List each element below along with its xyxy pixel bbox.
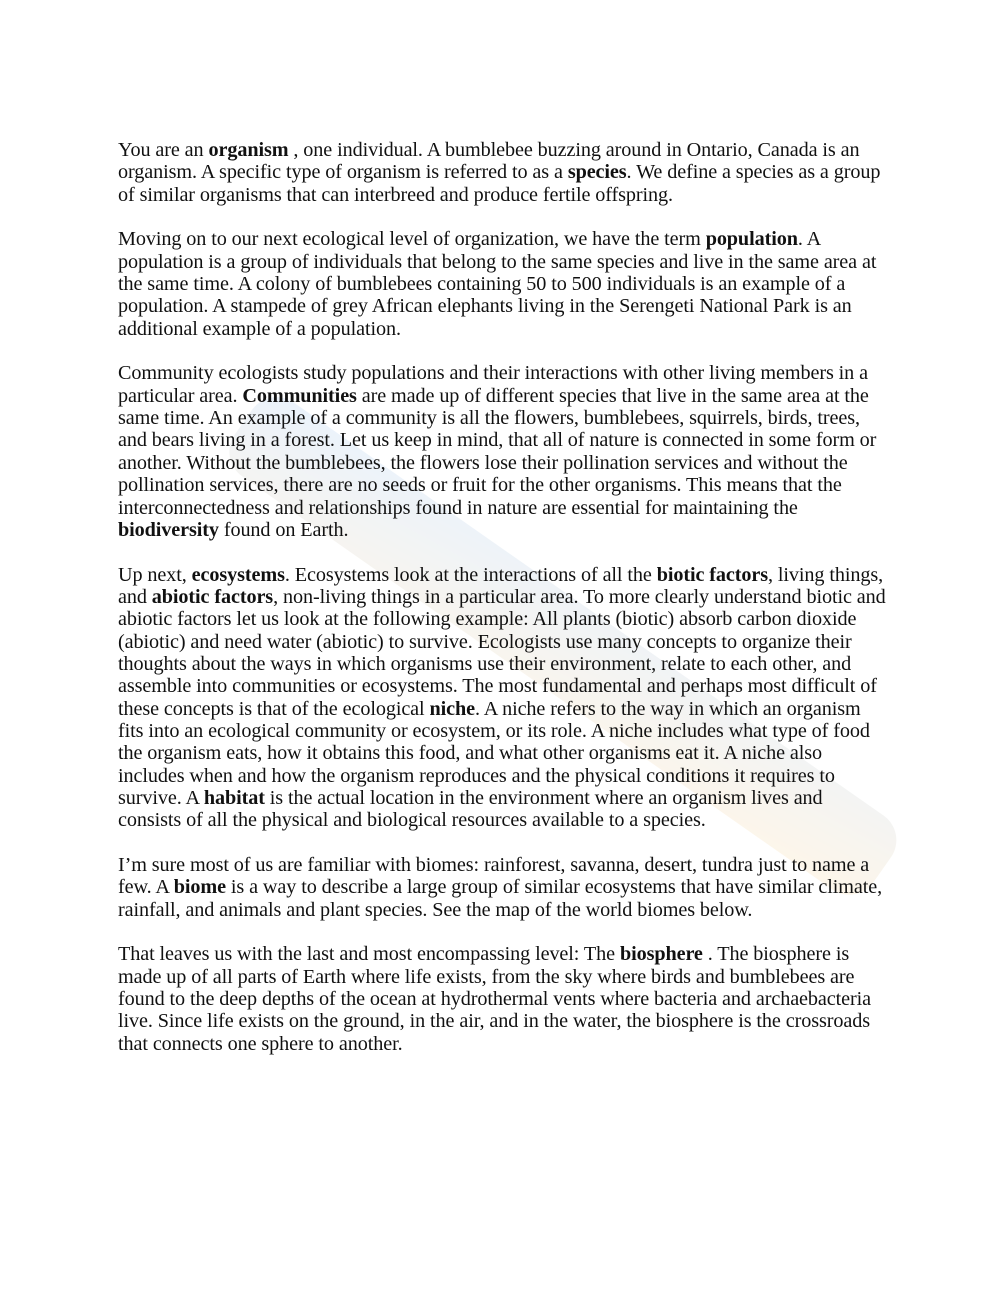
body-text: . The biosphere is made up of all parts of Earth where life exists, from the sky where birds and bumblebees are found to the deep depths of the ocean at hydrothermal vents where bacteria and archaebacteria live. Since life exists on the ground, in the air, and in the water, the biosphere is the crossroads that connects one sphere to another. xyxy=(118,943,871,1055)
key-term: organism xyxy=(208,139,289,161)
body-text: , one individual. A bumblebee buzzing around in Ontario, Canada is an organism. A specific type of organism is referred to as a xyxy=(118,139,860,184)
body-text: I’m sure most of us are familiar with biomes: rainforest, savanna, desert, tundra just to name a few. A xyxy=(118,854,870,899)
key-term: biodiversity xyxy=(118,518,219,541)
key-term: biosphere xyxy=(619,943,703,966)
body-text: , non-living things in a particular area. To more clearly understand biotic and abiotic factors let us look at the following example: All plants (biotic) absorb carbon dioxide (abiotic) and need water (abiotic) to survive. Ecologists use many concepts to organize their thoughts about the ways in which organisms use their environment, relate to each other, and assemble into communities or ecosystems. The most fundamental and perhaps most difficult of these concepts is that of the ecological xyxy=(118,585,886,720)
key-term: habitat xyxy=(203,786,265,809)
body-text: . A niche refers to the way in which an organism fits into an ecological community or ecosystem, or its role. A niche includes what type of food the organism eats, how it obtains this food, and what other organisms eat it. A niche also includes when and how the organism reproduces and the physical conditions it requires to survive. A xyxy=(118,697,870,809)
paragraph-biosphere xyxy=(118,943,886,1055)
body-text: Up next, xyxy=(118,563,192,586)
body-text: , living things, and xyxy=(118,563,884,608)
paragraph-community xyxy=(118,362,886,541)
paragraph-population xyxy=(118,228,886,340)
body-text: That leaves us with the last and most encompassing level: The xyxy=(118,943,620,966)
key-term: abiotic factors xyxy=(151,585,274,608)
body-text: . Ecosystems look at the interactions of all the xyxy=(284,563,657,586)
body-text: is the actual location in the environment where an organism lives and consists of all the physical and biological resources available to a species. xyxy=(118,786,823,832)
document-body xyxy=(118,139,886,1077)
body-text: Community ecologists study populations and their interactions with other living members in a particular area. xyxy=(118,362,868,407)
body-text: found on Earth. xyxy=(218,518,349,541)
key-term: biotic factors xyxy=(656,563,768,586)
body-text: You are an xyxy=(118,139,209,161)
key-term: population xyxy=(705,228,798,251)
body-text: are made up of different species that live in the same area at the same time. An example of a community is all the flowers, bumblebees, squirrels, birds, trees, and bears living in a forest. Let us keep in mind, that all of nature is connected in some form or another. Without the bumblebees, the flowers lose their pollination services and without the pollination services, there are no seeds or fruit for the other organisms. This means that the interconnectedness and relationships found in nature are essential for maintaining the xyxy=(118,384,877,519)
key-term: species xyxy=(567,161,627,184)
paragraph-organism xyxy=(118,139,886,206)
body-text: is a way to describe a large group of similar ecosystems that have similar climate, rainfall, and animals and plant species. See the map of the world biomes below. xyxy=(118,876,883,921)
body-text: Moving on to our next ecological level of organization, we have the term xyxy=(118,228,706,251)
key-term: niche xyxy=(429,697,475,720)
key-term: ecosystems xyxy=(191,563,285,586)
paragraph-biome xyxy=(118,854,886,921)
body-text: . We define a species as a group of similar organisms that can interbreed and produce fertile offspring. xyxy=(118,161,881,206)
key-term: biome xyxy=(173,876,226,899)
key-term: Communities xyxy=(242,384,357,407)
body-text: . A population is a group of individuals that belong to the same species and live in the same area at the same time. A colony of bumblebees containing 50 to 500 individuals is an example of a population. A stampede of grey African elephants living in the Serengeti National Park is an additional example of a population. xyxy=(118,228,877,340)
paragraph-ecosystem xyxy=(118,564,886,832)
